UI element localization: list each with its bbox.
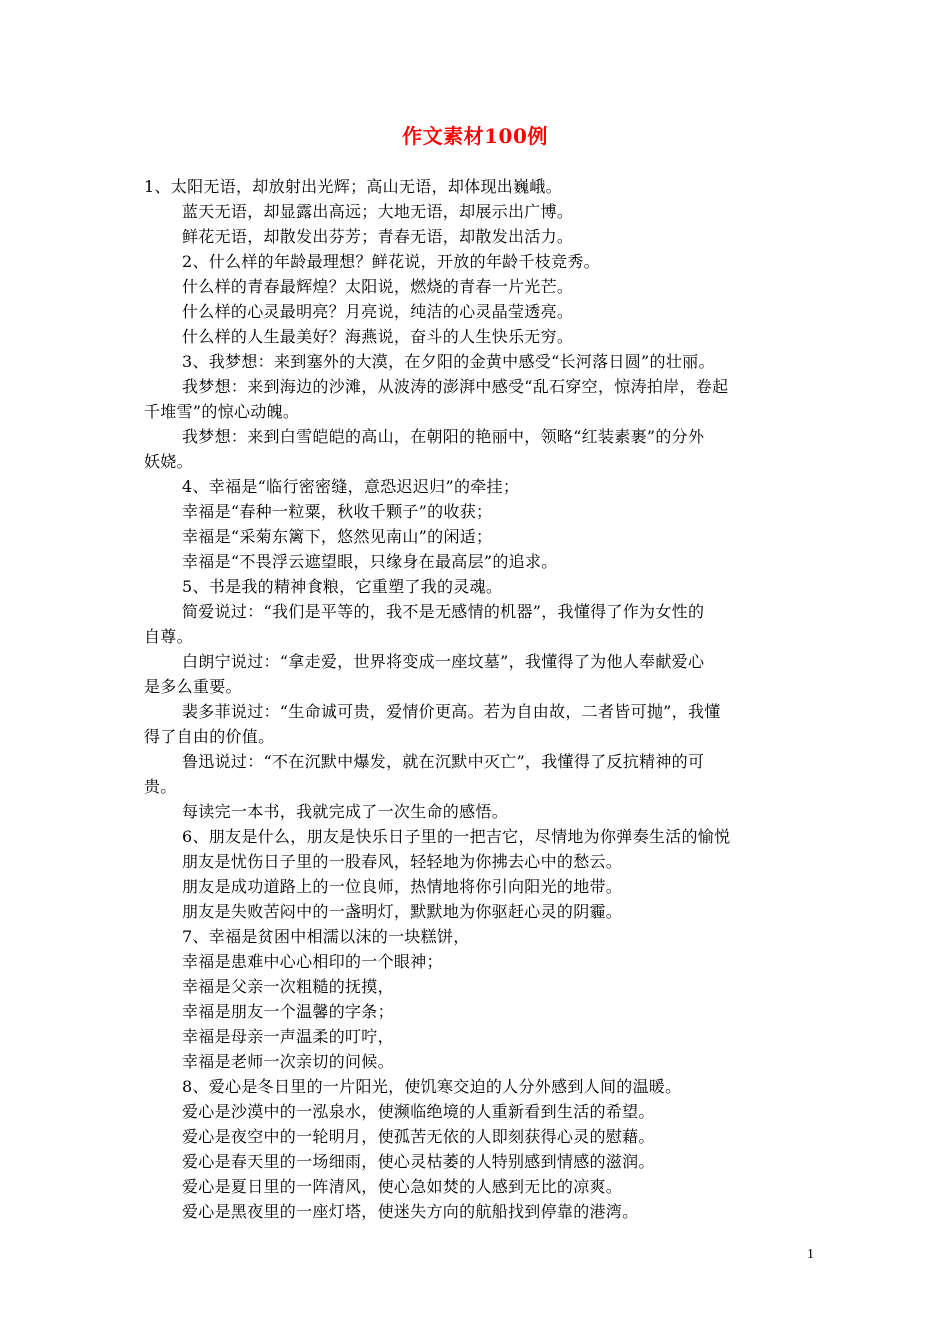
text-line: 我梦想：来到白雪皑皑的高山，在朝阳的艳丽中，领略“红装素裹”的分外 [182,427,705,446]
text-line: 爱心是沙漠中的一泓泉水，使濒临绝境的人重新看到生活的希望。 [182,1102,655,1121]
text-line: 千堆雪”的惊心动魄。 [144,402,300,421]
text-line: 什么样的心灵最明亮？月亮说，纯洁的心灵晶莹透亮。 [182,302,574,321]
text-line: 朋友是失败苦闷中的一盏明灯，默默地为你驱赶心灵的阴霾。 [182,902,623,921]
text-line: 朋友是忧伤日子里的一股春风，轻轻地为你拂去心中的愁云。 [182,852,623,871]
text-line: 简爱说过：“我们是平等的，我不是无感情的机器”，我懂得了作为女性的 [182,602,705,621]
text-line: 蓝天无语，却显露出高远；大地无语，却展示出广博。 [182,202,574,221]
text-line: 4、幸福是“临行密密缝，意恐迟迟归”的牵挂； [182,477,520,496]
text-line: 7、幸福是贫困中相濡以沫的一块糕饼， [182,927,470,946]
text-line: 白朗宁说过：“拿走爱，世界将变成一座坟墓”，我懂得了为他人奉献爱心 [182,652,705,671]
text-line: 爱心是夏日里的一阵清风，使心急如焚的人感到无比的凉爽。 [182,1177,623,1196]
text-line: 得了自由的价值。 [144,727,275,746]
text-line: 1、太阳无语，却放射出光辉；高山无语，却体现出巍峨。 [144,177,562,196]
text-line: 5、书是我的精神食粮，它重塑了我的灵魂。 [182,577,503,596]
text-line: 幸福是母亲一声温柔的叮咛， [182,1027,394,1046]
text-line: 是多么重要。 [144,677,242,696]
text-line: 每读完一本书，我就完成了一次生命的感悟。 [182,802,509,821]
text-line: 朋友是成功道路上的一位良师，热情地将你引向阳光的地带。 [182,877,623,896]
text-line: 幸福是“采菊东篱下，悠然见南山”的闲适； [182,527,493,546]
text-line: 幸福是朋友一个温馨的字条； [182,1002,394,1021]
text-line: 爱心是春天里的一场细雨，使心灵枯萎的人特别感到情感的滋润。 [182,1152,655,1171]
text-line: 妖娆。 [144,452,193,471]
document-body [144,174,812,1224]
page-number: 1 [807,1247,814,1262]
text-line: 我梦想：来到海边的沙滩，从波涛的澎湃中感受“乱石穿空，惊涛拍岸，卷起 [182,377,729,396]
text-line: 什么样的人生最美好？海燕说，奋斗的人生快乐无穷。 [182,327,574,346]
text-line: 自尊。 [144,627,193,646]
text-line: 幸福是“不畏浮云遮望眼，只缘身在最高层”的追求。 [182,552,558,571]
page-title: 作文素材100例 [402,124,548,148]
text-line: 什么样的青春最辉煌？太阳说，燃烧的青春一片光芒。 [182,277,574,296]
text-line: 贵。 [144,777,177,796]
text-line: 鲁迅说过：“不在沉默中爆发，就在沉默中灭亡”，我懂得了反抗精神的可 [182,752,705,771]
text-line: 幸福是“春种一粒粟，秋收千颗子”的收获； [182,502,493,521]
text-line: 爱心是黑夜里的一座灯塔，使迷失方向的航船找到停靠的港湾。 [182,1202,639,1221]
text-line: 6、朋友是什么，朋友是快乐日子里的一把吉它，尽情地为你弹奏生活的愉悦 [182,827,731,846]
text-line: 2、什么样的年龄最理想？鲜花说，开放的年龄千枝竞秀。 [182,252,600,271]
text-line: 幸福是老师一次亲切的问候。 [182,1052,394,1071]
text-line: 爱心是夜空中的一轮明月，使孤苦无依的人即刻获得心灵的慰藉。 [182,1127,655,1146]
text-line: 裴多菲说过：“生命诚可贵，爱情价更高。若为自由故，二者皆可抛”，我懂 [182,702,721,721]
text-line: 幸福是父亲一次粗糙的抚摸， [182,977,394,996]
text-line: 鲜花无语，却散发出芬芳；青春无语，却散发出活力。 [182,227,574,246]
text-line: 幸福是患难中心心相印的一个眼神； [182,952,443,971]
text-line: 8、爱心是冬日里的一片阳光，使饥寒交迫的人分外感到人间的温暖。 [182,1077,682,1096]
text-line: 3、我梦想：来到塞外的大漠，在夕阳的金黄中感受“长河落日圆”的壮丽。 [182,352,715,371]
